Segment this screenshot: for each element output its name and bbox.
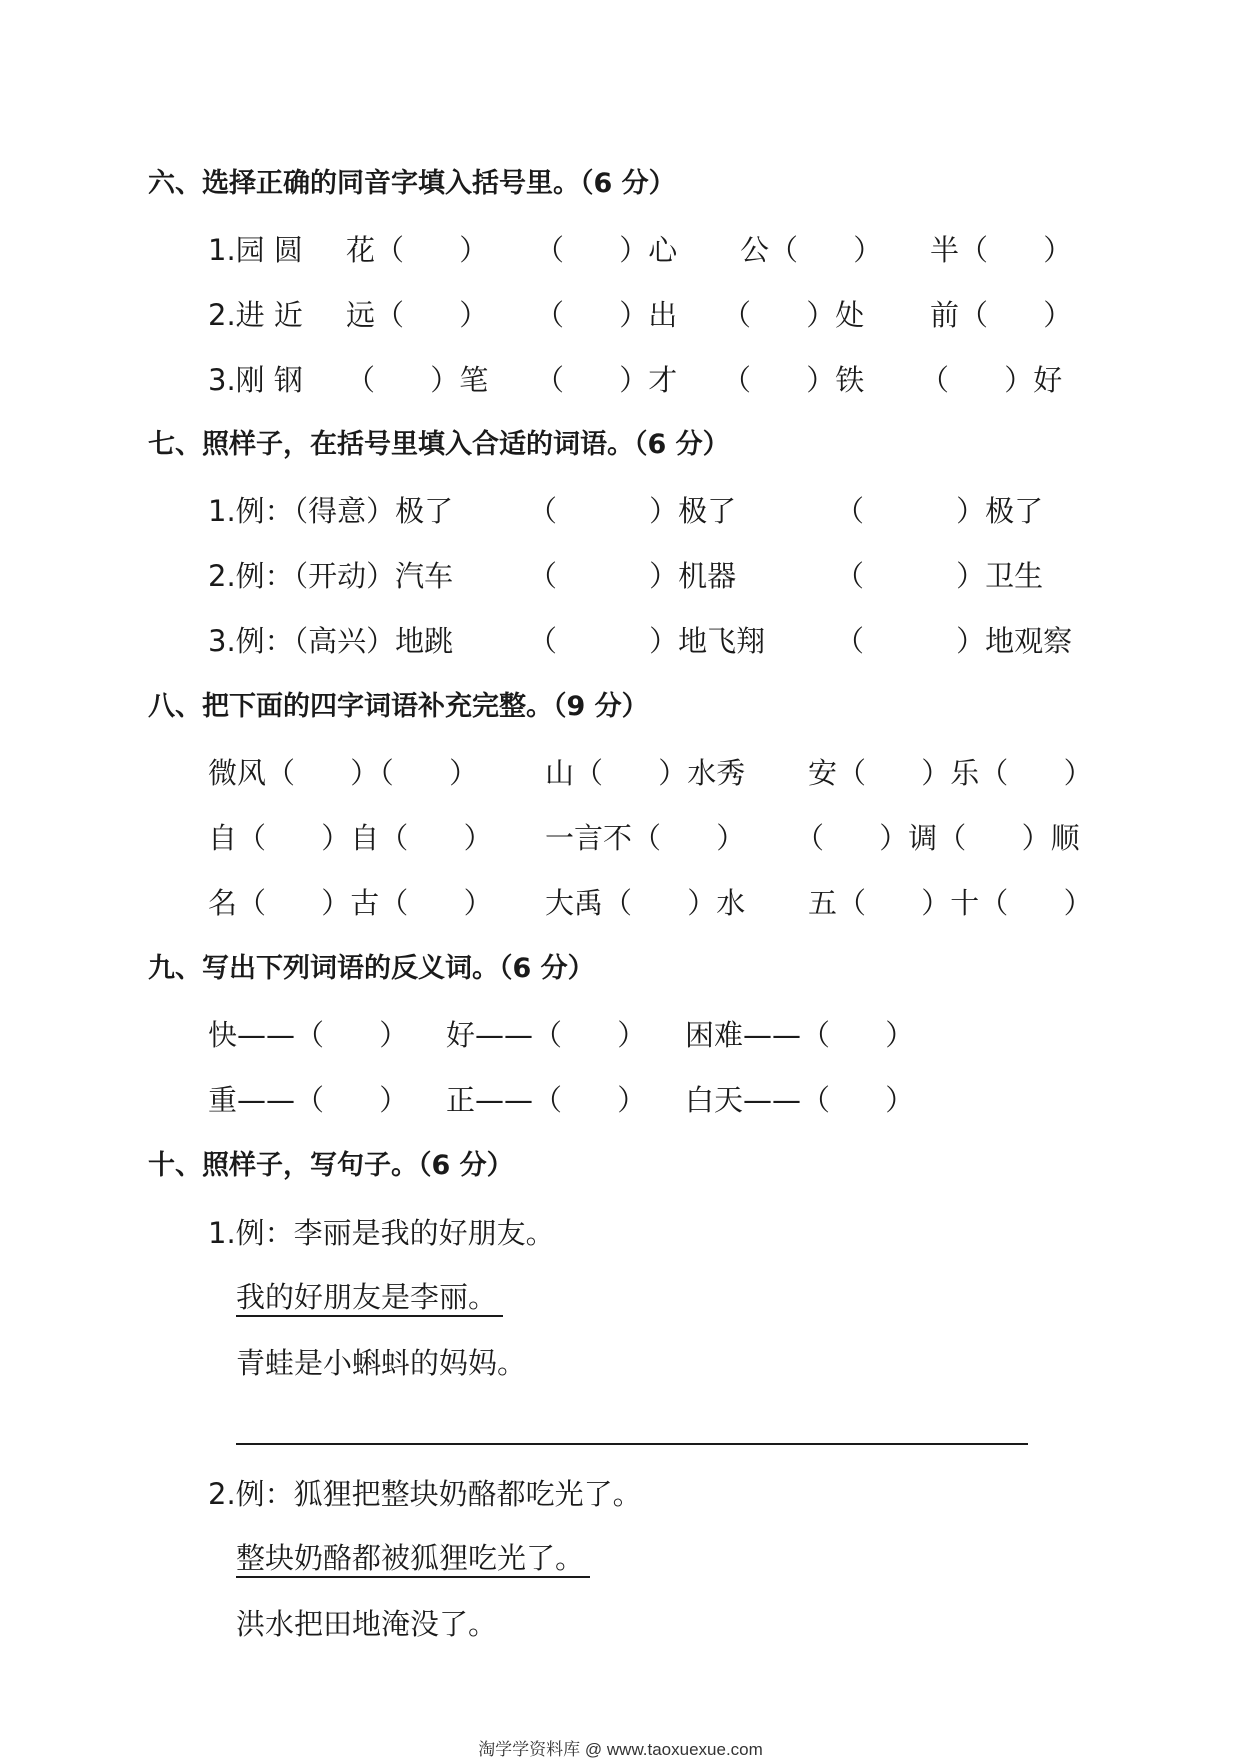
row-label: 1.园 圆	[208, 233, 303, 267]
fill-blank[interactable]: （ ）极了	[835, 494, 1044, 528]
fill-blank[interactable]: （ ）铁	[722, 363, 865, 397]
fill-blank[interactable]: 快——（ ）	[208, 1018, 409, 1052]
fill-blank[interactable]: 前（ ）	[930, 298, 1073, 332]
example-label: 3.例：（高兴）地跳	[208, 624, 454, 658]
fill-blank[interactable]: 安（ ）乐（ ）	[808, 756, 1093, 790]
fill-blank[interactable]: （ ）调（ ）顺	[795, 821, 1080, 855]
section-9-heading: 九、写出下列词语的反义词。（6 分）	[148, 953, 595, 984]
fill-blank[interactable]: （ ）处	[722, 298, 865, 332]
fill-blank[interactable]: （ ）好	[920, 363, 1063, 397]
fill-blank[interactable]: （ ）卫生	[835, 559, 1044, 593]
fill-blank[interactable]: 白天——（ ）	[685, 1083, 915, 1117]
example-2-prompt: 2.例：狐狸把整块奶酪都吃光了。	[208, 1477, 642, 1511]
section-6-heading: 六、选择正确的同音字填入括号里。（6 分）	[148, 168, 676, 199]
section-8-heading: 八、把下面的四字词语补充完整。（9 分）	[148, 691, 649, 722]
fill-blank[interactable]: （ ）出	[535, 298, 678, 332]
fill-blank[interactable]: 重——（ ）	[208, 1083, 409, 1117]
section-10-heading: 十、照样子，写句子。（6 分）	[148, 1150, 514, 1181]
fill-blank[interactable]: 大禹（ ）水	[545, 886, 746, 920]
fill-blank[interactable]: 好——（ ）	[446, 1018, 647, 1052]
example-label: 1.例：（得意）极了	[208, 494, 454, 528]
example-2-answer: 整块奶酪都被狐狸吃光了。	[236, 1540, 590, 1578]
fill-blank[interactable]: （ ）极了	[528, 494, 737, 528]
fill-blank[interactable]: 山（ ）水秀	[545, 756, 746, 790]
row-label: 2.进 近	[208, 298, 303, 332]
fill-blank[interactable]: 半（ ）	[930, 233, 1073, 267]
example-label: 2.例：（开动）汽车	[208, 559, 454, 593]
fill-blank[interactable]: （ ）心	[535, 233, 678, 267]
example-1-answer: 我的好朋友是李丽。	[236, 1279, 503, 1317]
answer-line[interactable]	[236, 1443, 1028, 1445]
fill-blank[interactable]: （ ）才	[535, 363, 678, 397]
fill-blank[interactable]: 花（ ）	[346, 233, 489, 267]
footer-watermark: 淘学学资料库 @ www.taoxuexue.com	[478, 1740, 763, 1759]
task-1-sentence: 青蛙是小蝌蚪的妈妈。	[236, 1346, 527, 1380]
fill-blank[interactable]: 困难——（ ）	[685, 1018, 915, 1052]
fill-blank[interactable]: 远（ ）	[346, 298, 489, 332]
fill-blank[interactable]: 名（ ）古（ ）	[208, 886, 493, 920]
fill-blank[interactable]: （ ）机器	[528, 559, 737, 593]
fill-blank[interactable]: 微风（ ）（ ）	[208, 756, 479, 790]
fill-blank[interactable]: 一言不（ ）	[545, 821, 746, 855]
fill-blank[interactable]: 五（ ）十（ ）	[808, 886, 1093, 920]
fill-blank[interactable]: （ ）地观察	[835, 624, 1073, 658]
fill-blank[interactable]: 公（ ）	[740, 233, 883, 267]
task-2-sentence: 洪水把田地淹没了。	[236, 1607, 498, 1641]
fill-blank[interactable]: （ ）地飞翔	[528, 624, 766, 658]
row-label: 3.刚 钢	[208, 363, 303, 397]
fill-blank[interactable]: 正——（ ）	[446, 1083, 647, 1117]
fill-blank[interactable]: 自（ ）自（ ）	[208, 821, 493, 855]
section-7-heading: 七、照样子，在括号里填入合适的词语。（6 分）	[148, 429, 730, 460]
fill-blank[interactable]: （ ）笔	[346, 363, 489, 397]
example-1-prompt: 1.例：李丽是我的好朋友。	[208, 1216, 555, 1250]
